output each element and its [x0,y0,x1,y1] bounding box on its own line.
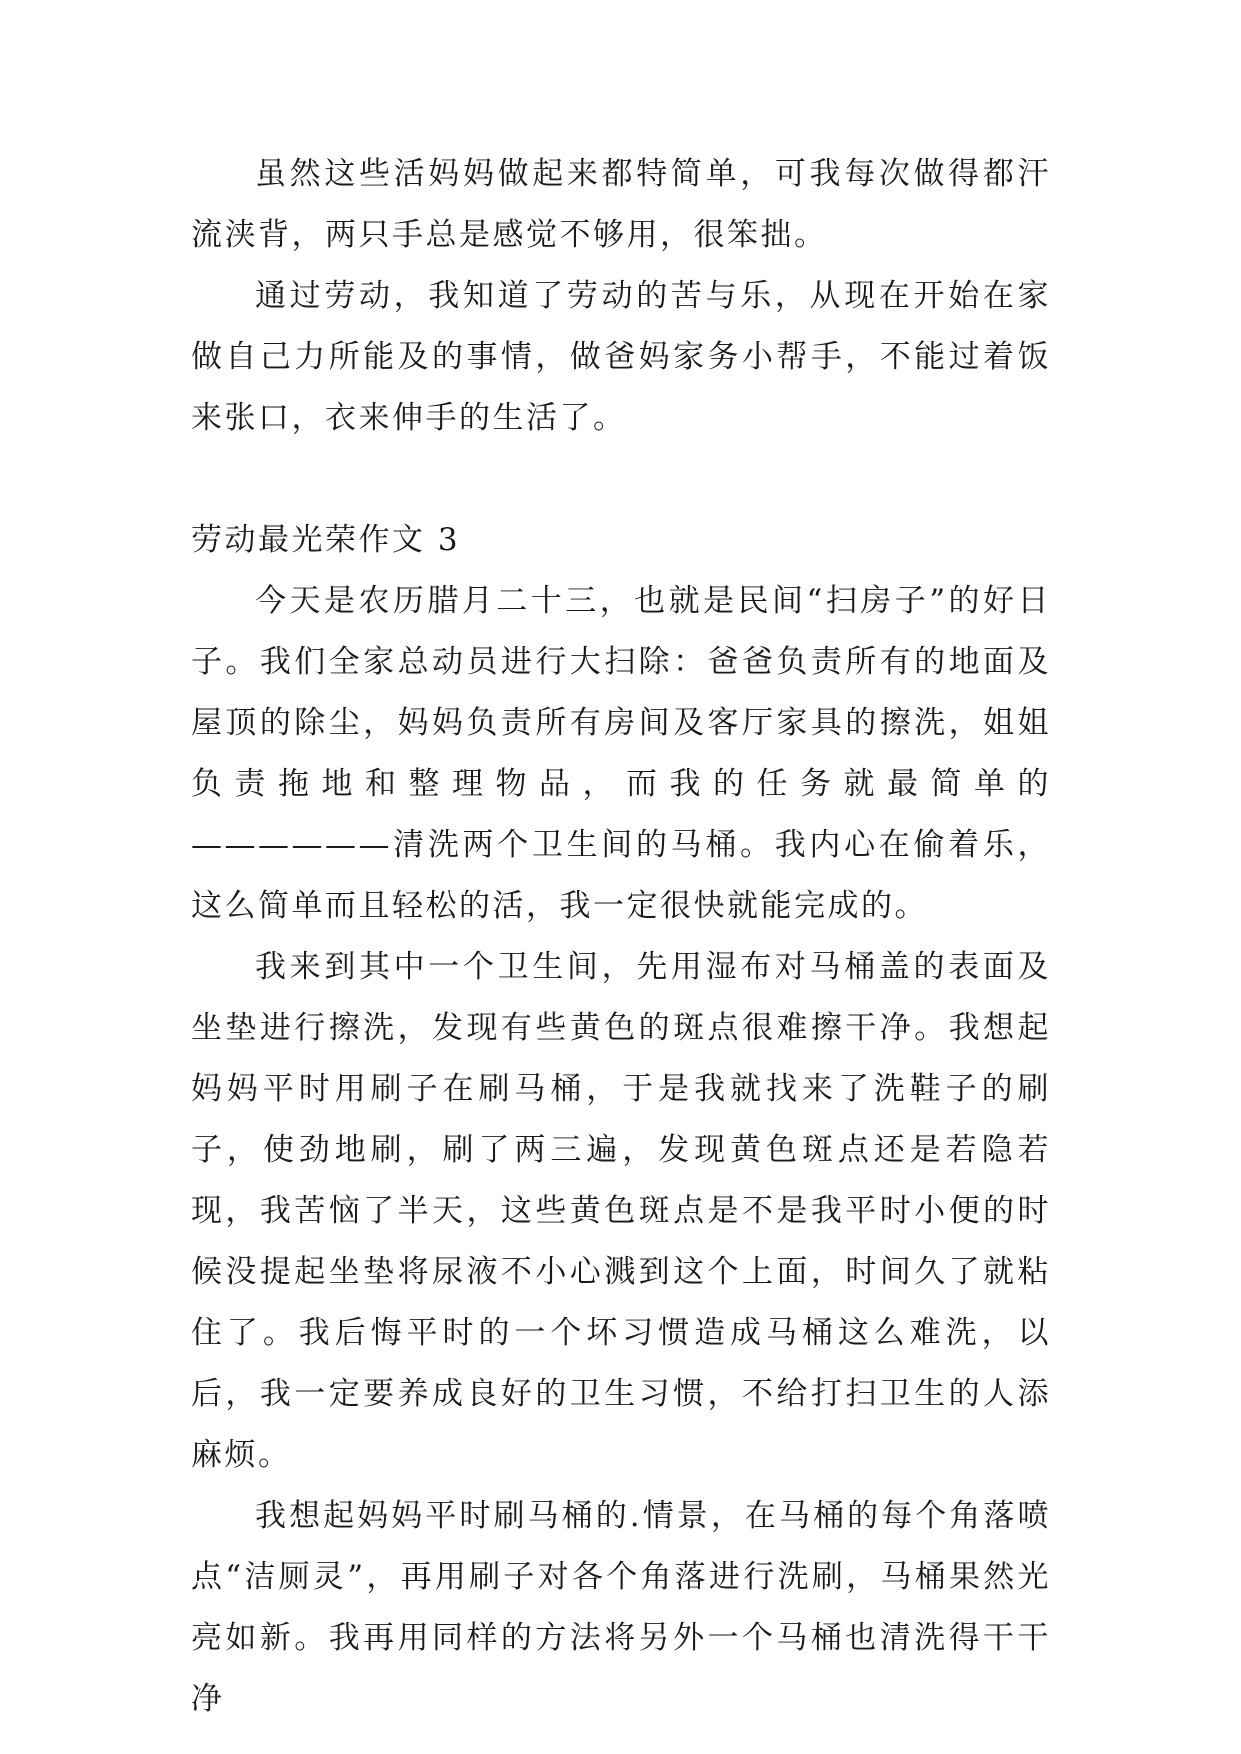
paragraph: 我想起妈妈平时刷马桶的.情景，在马桶的每个角落喷点“洁厕灵”，再用刷子对各个角落进行洗刷，马桶果然光亮如新。我再用同样的方法将另外一个马桶也清洗得干干净 [191,1498,1051,1717]
paragraph: 通过劳动，我知道了劳动的苦与乐，从现在开始在家做自己力所能及的事情，做爸妈家务小帮手，不能过着饭来张口，衣来伸手的生活了。 [191,278,1051,436]
paragraph: 我来到其中一个卫生间，先用湿布对马桶盖的表面及坐垫进行擦洗，发现有些黄色的斑点很难擦干净。我想起妈妈平时用刷子在刷马桶，于是我就找来了洗鞋子的刷子，使劲地刷，刷了两三遍，发现黄色斑点还是若隐若现，我苦恼了半天，这些黄色斑点是不是我平时小便的时候没提起坐垫将尿液不小心溅到这个上面，时间久了就粘住了。我后悔平时的一个坏习惯造成马桶这么难洗，以后，我一定要养成良好的卫生习惯，不给打扫卫生的人添麻烦。 [191,949,1051,1473]
section-body [191,571,1051,1730]
section-title: 劳动最光荣作文 3 [191,522,461,558]
paragraph: 虽然这些活妈妈做起来都特简单，可我每次做得都汗流浃背，两只手总是感觉不够用，很笨拙。 [191,156,1051,253]
previous-section-body [191,144,1051,449]
paragraph: 今天是农历腊月二十三，也就是民间“扫房子”的好日子。我们全家总动员进行大扫除：爸爸负责所有的地面及屋顶的除尘，妈妈负责所有房间及客厅家具的擦洗，姐姐负责拖地和整理物品，而我的任务就最简单的——————清洗两个卫生间的马桶。我内心在偷着乐，这么简单而且轻松的活，我一定很快就能完成的。 [191,583,1051,924]
